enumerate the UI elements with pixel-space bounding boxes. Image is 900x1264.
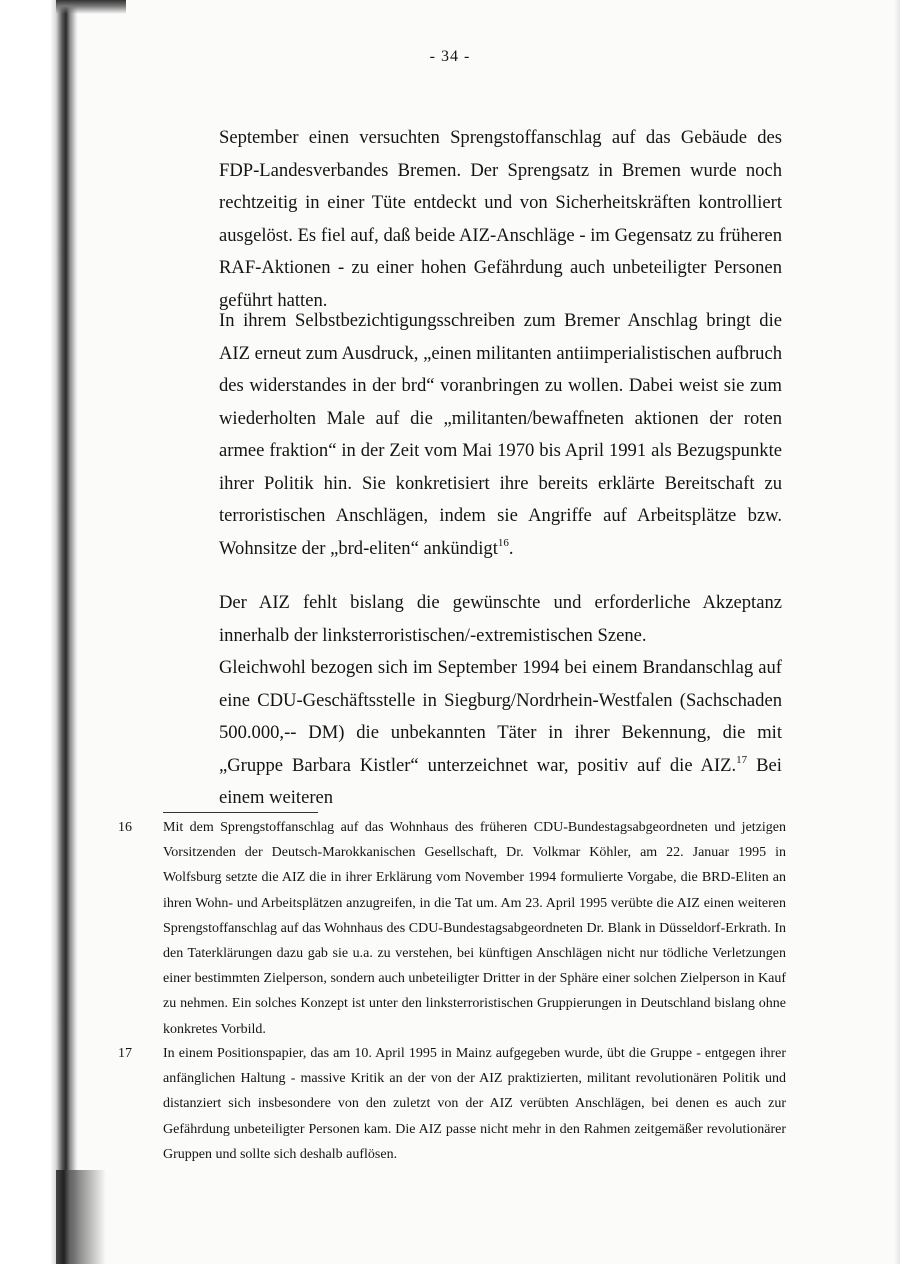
paragraph-3 bbox=[219, 587, 782, 652]
paragraph-4-end: Bei einem weiteren bbox=[219, 754, 782, 808]
paragraph-4 bbox=[219, 652, 782, 815]
footnote-ref-17: 17 bbox=[736, 753, 748, 766]
footnote-separator bbox=[163, 812, 318, 813]
footnote-number: 17 bbox=[118, 1046, 132, 1061]
paragraph-4-text bbox=[219, 652, 782, 815]
paragraph-1 bbox=[219, 122, 782, 317]
footnote-number: 16 bbox=[118, 820, 132, 835]
footnote-text: Mit dem Sprengstoffanschlag auf das Wohnhaus des früheren CDU-Bundestagsabgeordneten und jetzigen Vorsitzenden der Deutsch-Marokkanischen Gesellschaft, Dr. Volkmar Köhler, am 22. Januar 1995 in Wolfsburg setzte die AIZ die in ihrer Erklärung vom November 1994 formulierte Vorgabe, die BRD-Eliten an ihren Wohn- und Arbeitsplätzen anzugreifen, in die Tat um. Am 23. April 1995 verübte die AIZ einen weiteren Sprengstoffanschlag auf das Wohnhaus des CDU-Bundestagsabgeordneten Dr. Blank in Düsseldorf-Erkrath. In den Taterklärungen dazu gab sie u.a. zu verstehen, bei künftigen Anschlägen nicht nur tödliche Verletzungen einer bestimmten Zielperson, sondern auch unbeteiligter Dritter in der Sphäre einer solchen Zielperson in Kauf zu nehmen. Ein solches Konzept ist unter den linksterroristischen Gruppierungen in Deutschland bislang ohne konkretes Vorbild. bbox=[163, 820, 786, 1037]
page-edge bbox=[894, 0, 900, 1264]
paragraph-2-end: . bbox=[508, 537, 514, 559]
binding-shadow-top bbox=[56, 0, 126, 14]
paragraph-4-body: Gleichwohl bezogen sich im September 1994 bei einem Brandanschlag auf eine CDU-Geschäftsstelle in Siegburg/Nordrhein-Westfalen (Sachschaden 500.000,-- DM) die unbekannten Täter in ihrer Bekennung, die mit „Gruppe Barbara Kistler“ unterzeichnet war, positiv auf die AIZ. bbox=[219, 657, 782, 776]
paragraph-1-text: September einen versuchten Sprengstoffanschlag auf das Gebäude des FDP-Landesverbandes Bremen. Der Sprengsatz in Bremen wurde noch rechtzeitig in einer Tüte entdeckt und von Sicherheitskräften kontrolliert ausgelöst. Es fiel auf, daß beide AIZ-Anschläge - im Gegensatz zu früheren RAF-Aktionen - zu einer hohen Gefährdung auch unbeteiligter Personen geführt hatten. bbox=[219, 127, 782, 311]
paragraph-3-text: Der AIZ fehlt bislang die gewünschte und erforderliche Akzeptanz innerhalb der linksterroristischen/-extremistischen Szene. bbox=[219, 592, 782, 646]
paragraph-2 bbox=[219, 305, 782, 565]
footnote-17 bbox=[118, 1041, 786, 1167]
binding-shadow bbox=[0, 0, 78, 1264]
footnote-text: In einem Positionspapier, das am 10. April 1995 in Mainz aufgegeben wurde, übt die Gruppe - entgegen ihrer anfänglichen Haltung - massive Kritik an der von der AIZ praktizierten, militant revolutionären Politik und distanziert sich insbesondere von den zuletzt von der AIZ verübten Anschlägen, bei denen es auch zur Gefährdung unbeteiligter Personen kam. Die AIZ passe nicht mehr in den Rahmen zeitgemäßer revolutionärer Gruppen und sollte sich deshalb auflösen. bbox=[163, 1046, 786, 1162]
footnote-16 bbox=[118, 815, 786, 1042]
paragraph-2-text bbox=[219, 305, 782, 565]
binding-shadow-bottom bbox=[56, 1170, 106, 1264]
footnote-ref-16: 16 bbox=[497, 536, 509, 549]
paragraph-2-body: In ihrem Selbstbezichtigungsschreiben zum Bremer Anschlag bringt die AIZ erneut zum Ausdruck, „einen militanten antiimperialistischen aufbruch des widerstandes in der brd“ voranbringen zu wollen. Dabei weist sie zum wiederholten Male auf die „militanten/bewaffneten aktionen der roten armee fraktion“ in der Zeit vom Mai 1970 bis April 1991 als Bezugspunkte ihrer Politik hin. Sie konkretisiert ihre bereits erklärte Bereitschaft zu terroristischen Anschlägen, indem sie Angriffe auf Arbeitsplätze bzw. Wohnsitze der „brd-eliten“ ankündigt bbox=[219, 310, 782, 559]
page-number: - 34 - bbox=[429, 48, 471, 65]
